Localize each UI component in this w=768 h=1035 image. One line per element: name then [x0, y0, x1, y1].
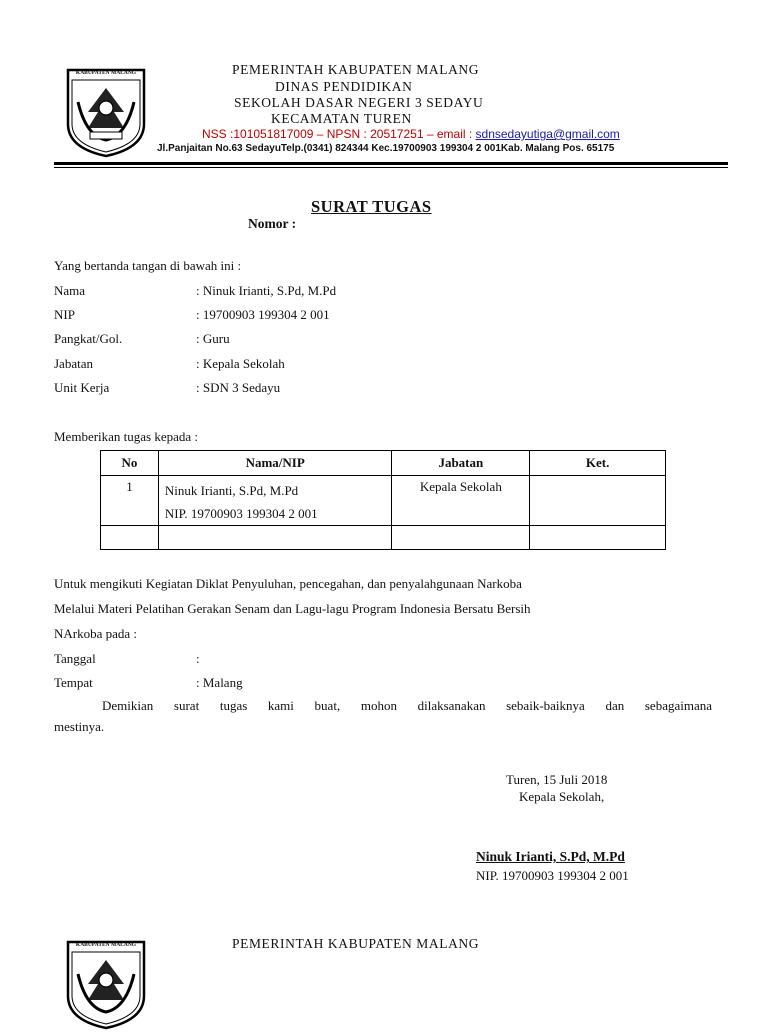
event-value-tempat: : Malang	[196, 675, 243, 690]
field-label-unit-kerja: Unit Kerja	[54, 380, 110, 395]
document-title: SURAT TUGAS	[311, 197, 432, 216]
assign-intro: Memberikan tugas kepada :	[54, 429, 199, 444]
address-line: Jl.Panjaitan No.63 SedayuTelp.(0341) 824344 Kec.19700903 199304 2 001Kab. Malang Pos. 65175	[157, 143, 615, 154]
coat-of-arms-icon	[64, 66, 148, 158]
purpose-line-1: Untuk mengikuti Kegiatan Diklat Penyuluhan, pencegahan, dan penyalahgunaan Narkoba	[54, 576, 522, 591]
signature-name: Ninuk Irianti, S.Pd, M.Pd	[476, 849, 625, 864]
closing-line-2: mestinya.	[54, 719, 105, 734]
header-divider-thick	[54, 162, 728, 165]
email-link[interactable]: sdnsedayutiga@gmail.com	[475, 127, 620, 141]
footer-header-line-1: PEMERINTAH KABUPATEN MALANG	[232, 936, 480, 951]
header-divider-thin	[54, 167, 728, 168]
signature-nip: NIP. 19700903 199304 2 001	[476, 868, 629, 883]
cell-jabatan: Kepala Sekolah	[392, 476, 530, 526]
kabupaten-malang-logo	[64, 66, 148, 158]
closing-line-1: Demikian surat tugas kami buat, mohon dilaksanakan sebaik-baiknya dan sebagaimana	[102, 698, 712, 713]
event-value-tanggal: :	[196, 651, 200, 666]
table-row	[101, 476, 666, 526]
logo-caption: KABUPATEN MALANG	[75, 942, 137, 948]
nss-npsn-text: NSS :101051817009 – NPSN : 20517251 – email :	[202, 127, 476, 141]
cell-nama: Ninuk Irianti, S.Pd, M.Pd	[164, 483, 299, 498]
header-line-2: DINAS PENDIDIKAN	[275, 79, 413, 94]
col-header-nama-nip: Nama/NIP	[158, 451, 392, 476]
col-header-no: No	[101, 451, 159, 476]
field-label-pangkat: Pangkat/Gol.	[54, 331, 123, 346]
field-value-pangkat: : Guru	[196, 331, 230, 346]
nomor-label: Nomor :	[248, 216, 297, 231]
purpose-line-2: Melalui Materi Pelatihan Gerakan Senam dan Lagu-lagu Program Indonesia Bersatu Bersih	[54, 601, 531, 616]
field-label-jabatan: Jabatan	[54, 356, 93, 371]
coat-of-arms-icon	[64, 938, 148, 1030]
event-label-tempat: Tempat	[54, 675, 93, 690]
cell-nama-nip	[158, 476, 392, 526]
header-line-4: KECAMATAN TUREN	[271, 111, 412, 126]
event-label-tanggal: Tanggal	[54, 651, 96, 666]
header-line-1: PEMERINTAH KABUPATEN MALANG	[232, 62, 480, 77]
signature-role: Kepala Sekolah,	[519, 789, 605, 804]
field-label-nip: NIP	[54, 307, 75, 322]
field-value-nama: : Ninuk Irianti, S.Pd, M.Pd	[196, 283, 337, 298]
cell-no: 1	[101, 476, 159, 526]
field-value-jabatan: : Kepala Sekolah	[196, 356, 285, 371]
cell-nip: NIP. 19700903 199304 2 001	[164, 506, 318, 521]
table-row-empty	[101, 526, 666, 550]
purpose-line-3: NArkoba pada :	[54, 626, 138, 641]
kabupaten-malang-logo-footer	[64, 938, 148, 1030]
field-value-nip: : 19700903 199304 2 001	[196, 307, 330, 322]
contact-line	[202, 127, 620, 141]
field-label-nama: Nama	[54, 283, 86, 298]
intro-text: Yang bertanda tangan di bawah ini :	[54, 258, 242, 273]
header-line-3: SEKOLAH DASAR NEGERI 3 SEDAYU	[234, 95, 484, 110]
logo-caption: KABUPATEN MALANG	[75, 70, 137, 76]
assignment-table	[100, 450, 666, 550]
field-value-unit-kerja: : SDN 3 Sedayu	[196, 380, 281, 395]
cell-ket	[530, 476, 666, 526]
signature-place-date: Turen, 15 Juli 2018	[506, 772, 608, 787]
col-header-jabatan: Jabatan	[392, 451, 530, 476]
table-header-row	[101, 451, 666, 476]
col-header-ket: Ket.	[530, 451, 666, 476]
